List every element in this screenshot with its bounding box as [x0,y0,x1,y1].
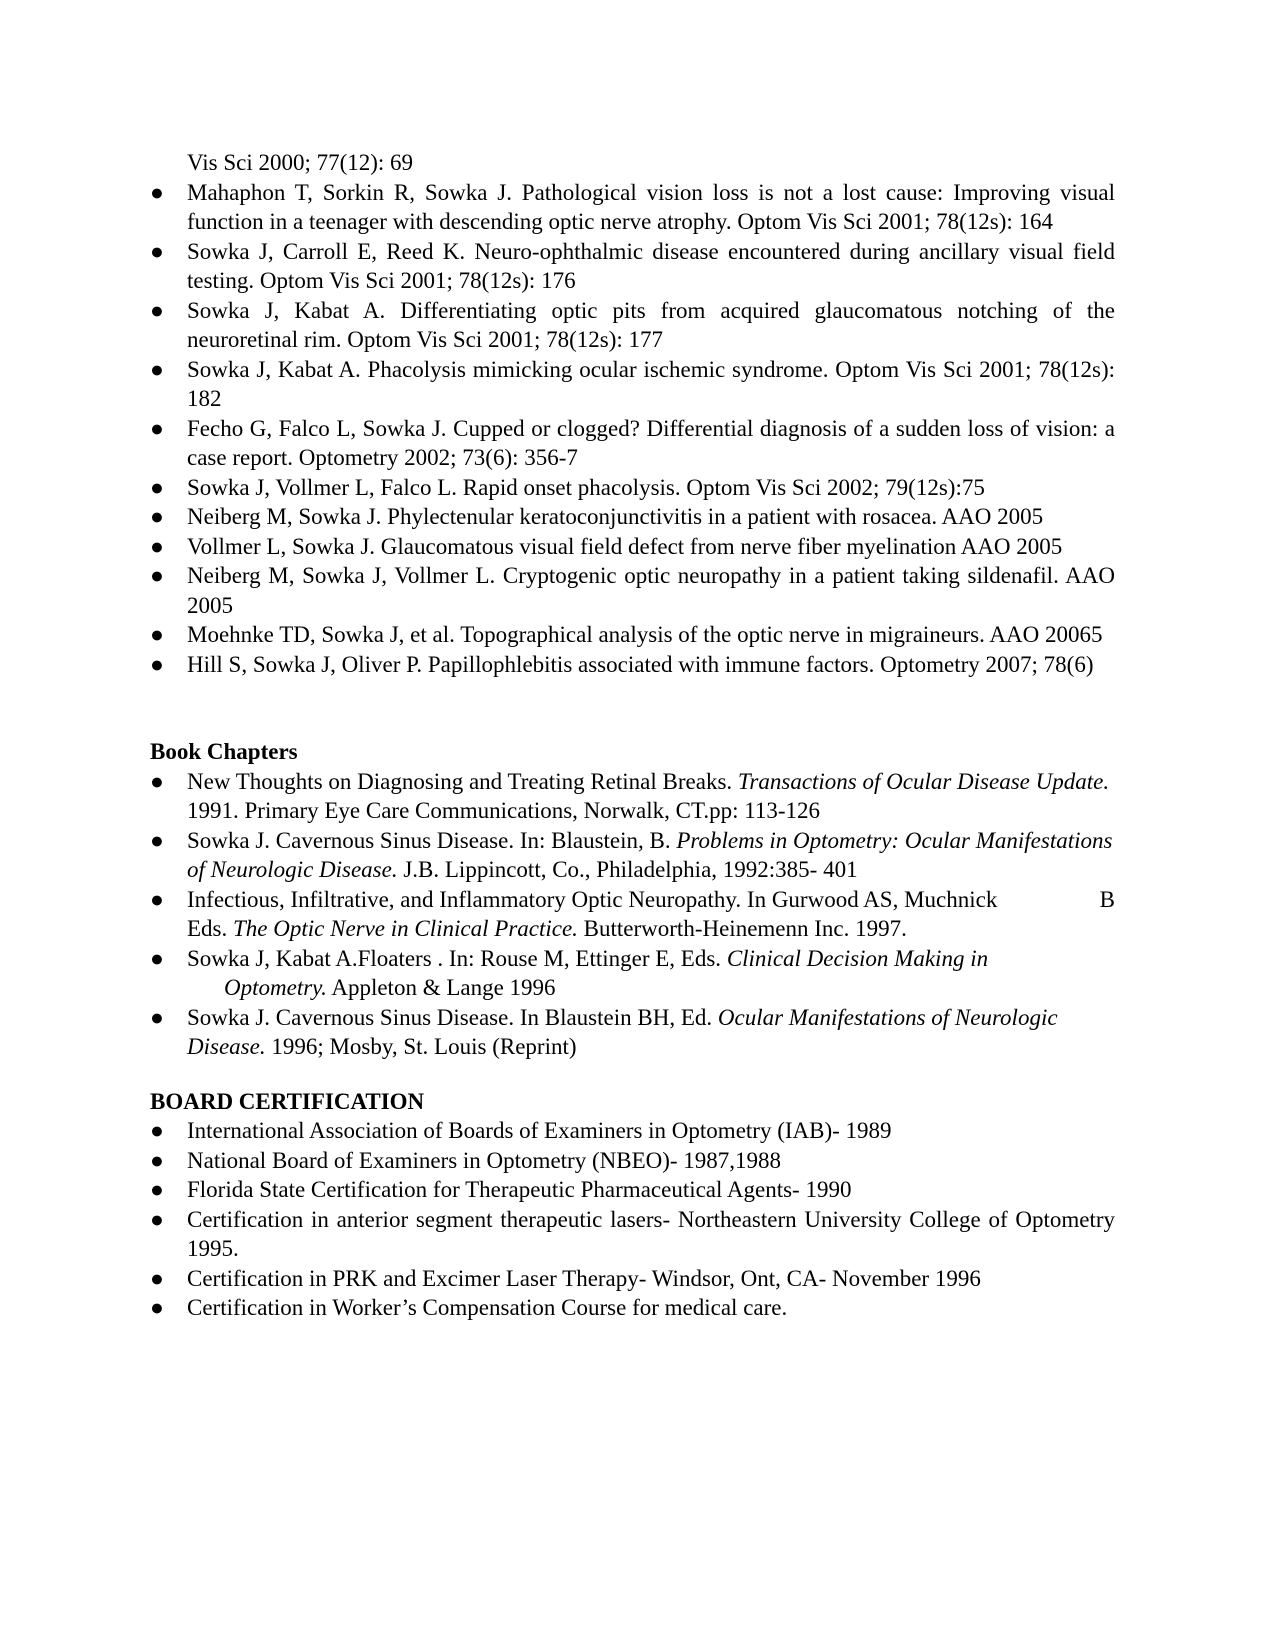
list-item-text: Fecho G, Falco L, Sowka J. Cupped or clogged? Differential diagnosis of a sudden loss of vision: a case report. Optometry 2002; 73(6): 356-7 [187,415,1115,470]
list-item [150,414,1115,473]
list-item [150,767,1115,826]
list-item [150,1003,1115,1062]
continuation-line: Vis Sci 2000; 77(12): 69 [187,150,414,175]
chapter-publisher: Appleton & Lange 1996 [326,975,556,1000]
chapter-text-cont: Eds. [187,916,233,941]
chapter-title: Ocular Manifestations of Neurologic Disease. [187,1004,1058,1059]
list-item [150,237,1115,296]
chapter-text: Sowka J, Kabat A.Floaters . In: Rouse M, Ettinger E, Eds. [187,945,727,971]
bullet-icon: ● [150,886,164,912]
chapter-title-cont: Optometry. [224,975,327,1000]
list-item [150,1264,1115,1294]
chapter-title: Clinical Decision Making in [726,945,989,971]
chapter-text: Sowka J. Cavernous Sinus Disease. In: Blaustein, B. [187,827,677,853]
bullet-icon: ● [150,533,164,559]
bullet-icon: ● [150,415,164,441]
book-chapters-list [150,767,1115,1062]
list-item [150,1175,1115,1205]
book-chapters-heading: Book Chapters [150,739,298,764]
list-item [150,473,1115,503]
chapter-publisher: J.B. Lippincott, Co., Philadelphia, 1992:385- 401 [397,857,858,882]
bullet-icon: ● [150,474,164,500]
list-item-text: Certification in Worker’s Compensation Course for medical care. [187,1295,788,1320]
list-item [150,1293,1115,1323]
bullet-icon: ● [150,179,164,205]
bullet-icon: ● [150,504,164,529]
list-item-text: Vollmer L, Sowka J. Glaucomatous visual field defect from nerve fiber myelination AAO 2005 [187,533,1063,559]
bullet-icon: ● [150,651,164,677]
bullet-icon: ● [150,563,164,588]
list-item [150,532,1115,562]
board-certification-list [150,1116,1115,1323]
chapter-title: Problems in Optometry: Ocular Manifestations of Neurologic Disease. [187,827,1113,882]
list-item-text: Moehnke TD, Sowka J, et al. Topographical analysis of the optic nerve in migraineurs. AAO 20065 [187,622,1103,647]
list-item [150,1146,1115,1176]
list-item-text: Florida State Certification for Therapeutic Pharmaceutical Agents- 1990 [187,1177,852,1202]
page-content [150,148,1115,1323]
board-certification-heading: BOARD CERTIFICATION [150,1088,425,1114]
list-item [150,296,1115,355]
list-item [150,944,1115,1003]
bullet-icon: ● [150,622,164,647]
list-item-text: Certification in anterior segment therapeutic lasers- Northeastern University College of Optometry 1995. [187,1206,1115,1261]
list-item-text: Neiberg M, Sowka J. Phylectenular keratoconjunctivitis in a patient with rosacea. AAO 2005 [187,504,1044,529]
list-item [150,1116,1115,1146]
list-item-text: Hill S, Sowka J, Oliver P. Papillophlebitis associated with immune factors. Optometry 2007; 78(6) [187,651,1094,677]
list-item [150,1205,1115,1264]
bullet-icon: ● [150,945,164,971]
list-item [150,502,1115,532]
bullet-icon: ● [150,1004,164,1030]
bullet-icon: ● [150,297,164,323]
chapter-title: Transactions of Ocular Disease Update. [737,768,1110,794]
list-item-text: Sowka J, Kabat A. Phacolysis mimicking ocular ischemic syndrome. Optom Vis Sci 2001; 78(12s): 182 [187,356,1115,411]
list-item [150,178,1115,237]
bullet-icon: ● [150,827,164,853]
list-item [150,650,1115,680]
bullet-icon: ● [150,1206,164,1232]
list-item-text: Sowka J, Carroll E, Reed K. Neuro-ophthalmic disease encountered during ancillary visual field testing. Optom Vis Sci 2001; 78(12s): 176 [187,238,1115,293]
list-item [150,885,1115,944]
chapter-text: Sowka J. Cavernous Sinus Disease. In Blaustein BH, Ed. [187,1004,718,1030]
list-item [150,561,1115,620]
bullet-icon: ● [150,1177,164,1202]
list-item-text: Neiberg M, Sowka J, Vollmer L. Cryptogenic optic neuropathy in a patient taking sildenafil. AAO 2005 [187,563,1115,618]
chapter-text: New Thoughts on Diagnosing and Treating Retinal Breaks. [187,768,738,794]
bullet-icon: ● [150,1118,164,1143]
chapter-publisher: 1991. Primary Eye Care Communications, Norwalk, CT.pp: 113-126 [187,798,821,823]
list-item-text: International Association of Boards of Examiners in Optometry (IAB)- 1989 [187,1118,892,1143]
bullet-icon: ● [150,238,164,264]
chapter-title: The Optic Nerve in Clinical Practice. [233,916,578,941]
chapter-trailing-letter: B [1099,886,1115,912]
bullet-icon: ● [150,1147,164,1173]
list-item [150,355,1115,414]
list-item-text: Sowka J, Vollmer L, Falco L. Rapid onset phacolysis. Optom Vis Sci 2002; 79(12s):75 [187,474,985,500]
bullet-icon: ● [150,768,164,794]
list-item [150,826,1115,885]
list-item-text: Certification in PRK and Excimer Laser Therapy- Windsor, Ont, CA- November 1996 [187,1265,981,1291]
bullet-icon: ● [150,1265,164,1291]
chapter-publisher: 1996; Mosby, St. Louis (Reprint) [265,1034,577,1059]
list-item [150,620,1115,650]
chapter-text: Infectious, Infiltrative, and Inflammatory Optic Neuropathy. In Gurwood AS, Muchnick [187,886,998,912]
list-item-text: Mahaphon T, Sorkin R, Sowka J. Pathological vision loss is not a lost cause: Improving visual function in a teenager with descending optic nerve atrophy. Optom Vis Sci 2001; 78(12s): 164 [187,179,1115,234]
bullet-icon: ● [150,1295,164,1320]
chapter-publisher: Butterworth-Heinemenn Inc. 1997. [577,916,907,941]
publications-list [150,178,1115,680]
list-item-text: National Board of Examiners in Optometry (NBEO)- 1987,1988 [187,1147,782,1173]
bullet-icon: ● [150,356,164,382]
list-item-text: Sowka J, Kabat A. Differentiating optic pits from acquired glaucomatous notching of the neuroretinal rim. Optom Vis Sci 2001; 78(12s): 177 [187,297,1115,352]
